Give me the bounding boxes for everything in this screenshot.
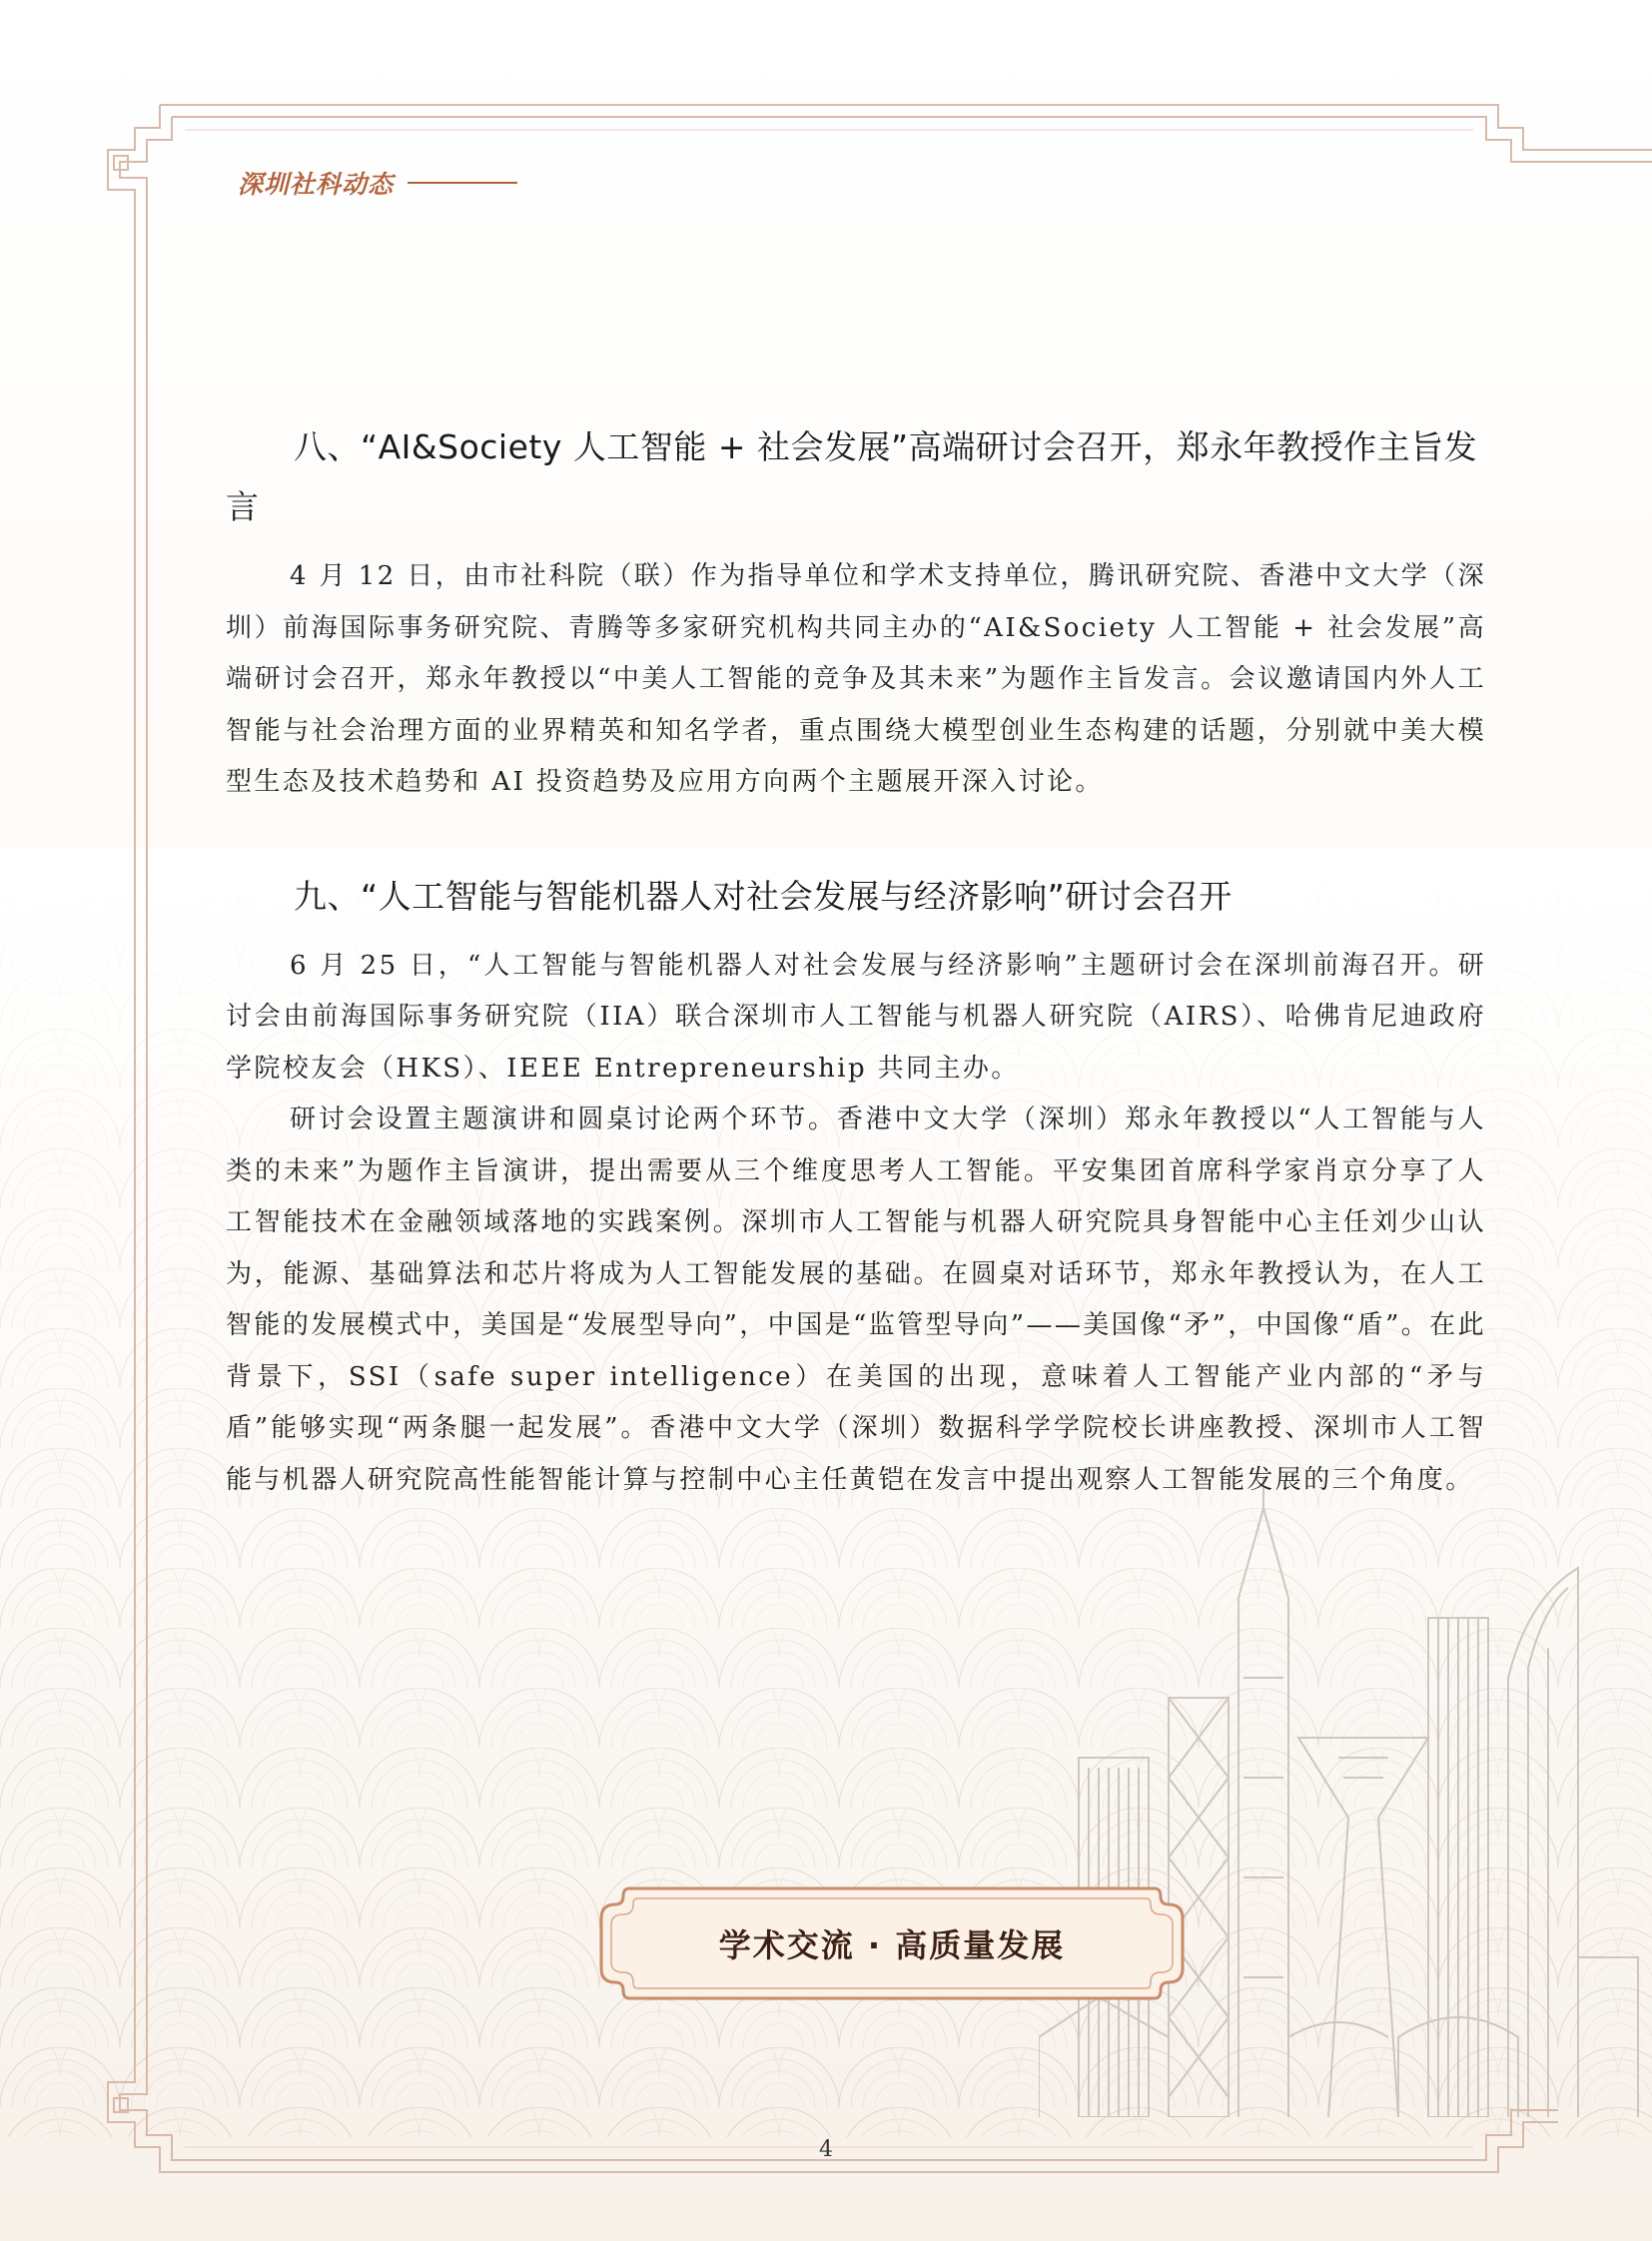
running-header-title: 深圳社科动态 xyxy=(238,170,395,199)
banner-text: 学术交流 · 高质量发展 xyxy=(718,1926,1066,1964)
slogan-banner xyxy=(589,1882,1195,2004)
section-heading-ai-robotics: 九、“人工智能与智能机器人对社会发展与经济影响”研讨会召开 xyxy=(294,876,1233,916)
section-ai-society-paragraph-1: 4 月 12 日，由市社科院（联）作为指导单位和学术支持单位，腾讯研究院、香港中文大学（深圳）前海国际事务研究院、青腾等多家研究机构共同主办的“AI&Society 人工智能 + 社会发展”高端研讨会召开，郑永年教授以“中美人工智能的竞争及其未来”为题作主旨发言。会议邀请国内外人工智能与社会治理方面的业界精英和知名学者，重点围绕大模型创业生态构建的话题，分别就中美大模型生态及技术趋势和 AI 投资趋势及应用方向两个主题展开深入讨论。 xyxy=(226,561,1486,797)
section-ai-robotics-paragraph-2: 研讨会设置主题演讲和圆桌讨论两个环节。香港中文大学（深圳）郑永年教授以“人工智能与人类的未来”为题作主旨演讲，提出需要从三个维度思考人工智能。平安集团首席科学家肖京分享了人工智能技术在金融领域落地的实践案例。深圳市人工智能与机器人研究院具身智能中心主任刘少山认为，能源、基础算法和芯片将成为人工智能发展的基础。在圆桌对话环节，郑永年教授认为，在人工智能的发展模式中，美国是“发展型导向”，中国是“监管型导向”——美国像“矛”，中国像“盾”。在此背景下，SSI（safe super intelligence）在美国的出现，意味着人工智能产业内部的“矛与盾”能够实现“两条腿一起发展”。香港中文大学（深圳）数据科学学院校长讲座教授、深圳市人工智能与机器人研究院高性能智能计算与控制中心主任黄铠在发言中提出观察人工智能发展的三个角度。 xyxy=(226,1105,1486,1495)
section-ai-robotics xyxy=(226,867,1486,1507)
section-heading-ai-society: 八、“AI&Society 人工智能 + 社会发展”高端研讨会召开，郑永年教授作主旨发言 xyxy=(226,427,1478,526)
page-number: 4 xyxy=(819,2137,833,2162)
section-ai-robotics-paragraph-1: 6 月 25 日，“人工智能与智能机器人对社会发展与经济影响”主题研讨会在深圳前海召开。研讨会由前海国际事务研究院（IIA）联合深圳市人工智能与机器人研究院（AIRS）、哈佛肯尼迪政府学院校友会（HKS）、IEEE Entrepreneurship 共同主办。 xyxy=(226,950,1486,1084)
running-header-rule xyxy=(408,182,517,184)
article-content xyxy=(226,417,1486,1506)
section-ai-society xyxy=(226,417,1486,809)
running-header xyxy=(238,165,517,201)
